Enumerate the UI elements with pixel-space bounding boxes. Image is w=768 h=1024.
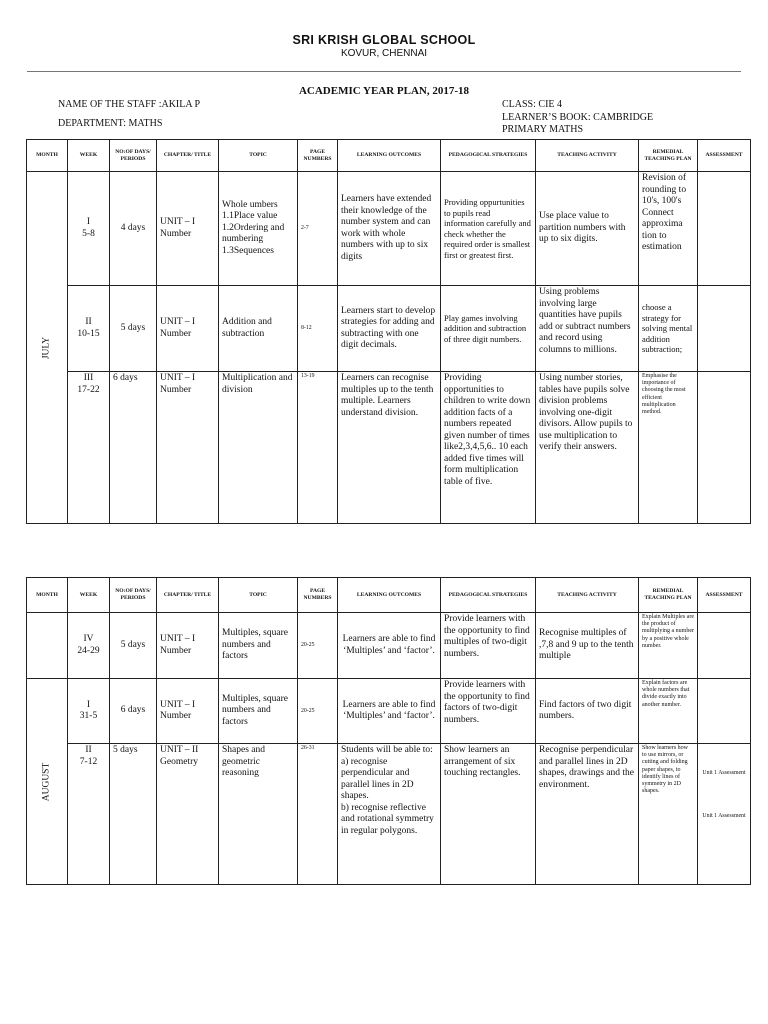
- topic-cell: Multiples, square numbers and factors: [219, 679, 298, 744]
- topic-cell: Multiples, square numbers and factors: [219, 613, 298, 679]
- col-assessment: ASSESSMENT: [698, 140, 751, 172]
- col-outcomes: LEARNING OUTCOMES: [338, 578, 441, 613]
- assessment-cell: [698, 679, 751, 744]
- remedial-cell: Show learners how to use mirrors, or cutting and folding paper shapes, to identify lines of symmetry in 2D shapes.: [639, 744, 698, 885]
- assessment-cell: [698, 613, 751, 679]
- table-header-row: [27, 578, 751, 613]
- pages-cell: 2-7: [298, 172, 338, 286]
- chapter-cell: UNIT – I Number: [157, 286, 219, 372]
- col-days: NO:OF DAYS/ PERIODS: [110, 140, 157, 172]
- remedial-cell: Explain factors are whole numbers that divide exactly into another number.: [639, 679, 698, 744]
- strategies-cell: Play games involving addition and subtraction of three digit numbers.: [441, 286, 536, 372]
- plan-title: ACADEMIC YEAR PLAN, 2017-18: [298, 85, 470, 97]
- strategies-cell: Providing oppurtunities to pupils read information carefully and check whether the required order is smallest first or greatest first.: [441, 172, 536, 286]
- header-divider: [27, 71, 741, 72]
- learners-book: LEARNER’S BOOK: CAMBRIDGE PRIMARY MATHS: [502, 112, 654, 135]
- august-plan-table: [26, 577, 751, 885]
- col-topic: TOPIC: [219, 140, 298, 172]
- col-remedial: REMEDIAL TEACHING PLAN: [639, 140, 698, 172]
- remedial-cell: Explain Multiples are the product of multiplying a number by a positive whole number.: [639, 613, 698, 679]
- month-cell-empty: [27, 613, 68, 679]
- activity-cell: Use place value to partition numbers with up to six digits.: [536, 172, 639, 286]
- topic-cell: Whole umbers 1.1Place value 1.2Ordering and numbering 1.3Sequences: [219, 172, 298, 286]
- strategies-cell: Providing opportunities to children to write down addition facts of a numbers repeated given number of times like2,3,4,5,6.. 10 each added five times will form multiplication table of five.: [441, 372, 536, 524]
- school-address: KOVUR, CHENNAI: [340, 48, 428, 59]
- activity-cell: Recognise perpendicular and parallel lines in 2D shapes, drawings and the environment.: [536, 744, 639, 885]
- col-strategies: PEDAGOGICAL STRATEGIES: [441, 578, 536, 613]
- chapter-cell: UNIT – I Number: [157, 679, 219, 744]
- pages-cell: 8-12: [298, 286, 338, 372]
- days-cell: 5 days: [110, 286, 157, 372]
- assessment-text: Unit 1 Assessment: [702, 770, 746, 776]
- col-outcomes: LEARNING OUTCOMES: [338, 140, 441, 172]
- pages-cell: 20-25: [298, 613, 338, 679]
- days-cell: 6 days: [110, 679, 157, 744]
- remedial-cell: Revision of rounding to 10's, 100's Connect approxima tion to estimation: [639, 172, 698, 286]
- table-row: [27, 613, 751, 679]
- assessment-text-2: Unit 1 Assessment: [702, 813, 746, 819]
- topic-cell: Addition and subtraction: [219, 286, 298, 372]
- week-cell: III 17-22: [68, 372, 110, 524]
- col-chapter: CHAPTER/ TITLE: [157, 578, 219, 613]
- month-cell: [27, 679, 68, 885]
- department: DEPARTMENT: MATHS: [58, 118, 163, 129]
- outcomes-cell: Learners have extended their knowledge of the number system and can work with whole numbers with up to six digits: [338, 172, 441, 286]
- activity-cell: Using problems involving large quantities have pupils add or subtract numbers and record using columns to millions.: [536, 286, 639, 372]
- col-week: WEEK: [68, 140, 110, 172]
- week-cell: II 7-12: [68, 744, 110, 885]
- week-cell: I 5-8: [68, 172, 110, 286]
- col-activity: TEACHING ACTIVITY: [536, 578, 639, 613]
- outcomes-cell: Students will be able to: a) recognise perpendicular and parallel lines in 2D shapes. b) recognise reflective and rotational symmetry in regular polygons.: [338, 744, 441, 885]
- col-activity: TEACHING ACTIVITY: [536, 140, 639, 172]
- chapter-cell: UNIT – II Geometry: [157, 744, 219, 885]
- table-row: [27, 744, 751, 885]
- assessment-cell: [698, 372, 751, 524]
- chapter-cell: UNIT – I Number: [157, 613, 219, 679]
- col-week: WEEK: [68, 578, 110, 613]
- days-cell: 5 days: [110, 613, 157, 679]
- table-row: [27, 286, 751, 372]
- activity-cell: Find factors of two digit numbers.: [536, 679, 639, 744]
- pages-cell: 20-25: [298, 679, 338, 744]
- pages-cell: 26-31: [298, 744, 338, 885]
- col-month: MONTH: [27, 578, 68, 613]
- assessment-cell: [698, 286, 751, 372]
- outcomes-cell: Learners are able to find ‘Multiples’ and ‘factor’.: [338, 613, 441, 679]
- days-cell: 4 days: [110, 172, 157, 286]
- month-label: AUGUST: [41, 762, 52, 801]
- col-pages: PAGE NUMBERS: [298, 578, 338, 613]
- month-label: JULY: [41, 336, 52, 359]
- week-cell: II 10-15: [68, 286, 110, 372]
- activity-cell: Recognise multiples of ,7,8 and 9 up to the tenth multiple: [536, 613, 639, 679]
- july-plan-table: [26, 139, 751, 524]
- strategies-cell: Provide learners with the opportunity to find factors of two-digit numbers.: [441, 679, 536, 744]
- week-cell: I 31-5: [68, 679, 110, 744]
- col-topic: TOPIC: [219, 578, 298, 613]
- col-assessment: ASSESSMENT: [698, 578, 751, 613]
- month-cell: [27, 172, 68, 524]
- table-row: [27, 172, 751, 286]
- assessment-cell: [698, 744, 751, 885]
- col-days: NO:OF DAYS/ PERIODS: [110, 578, 157, 613]
- col-remedial: REMEDIAL TEACHING PLAN: [639, 578, 698, 613]
- col-month: MONTH: [27, 140, 68, 172]
- days-cell: 5 days: [110, 744, 157, 885]
- outcomes-cell: Learners start to develop strategies for adding and subtracting with one digit decimals.: [338, 286, 441, 372]
- school-name: SRI KRISH GLOBAL SCHOOL: [292, 33, 476, 47]
- remedial-cell: choose a strategy for solving mental addition subtraction;: [639, 286, 698, 372]
- pages-cell: 13-19: [298, 372, 338, 524]
- class-label: CLASS: CIE 4: [502, 99, 563, 110]
- staff-name: NAME OF THE STAFF :AKILA P: [58, 99, 201, 110]
- days-cell: 6 days: [110, 372, 157, 524]
- topic-cell: Shapes and geometric reasoning: [219, 744, 298, 885]
- strategies-cell: Provide learners with the opportunity to find multiples of two-digit numbers.: [441, 613, 536, 679]
- col-strategies: PEDAGOGICAL STRATEGIES: [441, 140, 536, 172]
- table-row: [27, 372, 751, 524]
- topic-cell: Multiplication and division: [219, 372, 298, 524]
- outcomes-cell: Learners can recognise multiples up to the tenth multiple. Learners understand division.: [338, 372, 441, 524]
- table-row: [27, 679, 751, 744]
- activity-cell: Using number stories, tables have pupils solve division problems involving one-digit divisors. Allow pupils to use multiplication to verify their answers.: [536, 372, 639, 524]
- week-cell: IV 24-29: [68, 613, 110, 679]
- assessment-cell: [698, 172, 751, 286]
- chapter-cell: UNIT – I Number: [157, 372, 219, 524]
- outcomes-cell: Learners are able to find ‘Multiples’ and ‘factor’.: [338, 679, 441, 744]
- remedial-cell: Emphasise the importance of choosing the most efficient multiplication method.: [639, 372, 698, 524]
- strategies-cell: Show learners an arrangement of six touching rectangles.: [441, 744, 536, 885]
- col-pages: PAGE NUMBERS: [298, 140, 338, 172]
- col-chapter: CHAPTER/ TITLE: [157, 140, 219, 172]
- chapter-cell: UNIT – I Number: [157, 172, 219, 286]
- table-header-row: [27, 140, 751, 172]
